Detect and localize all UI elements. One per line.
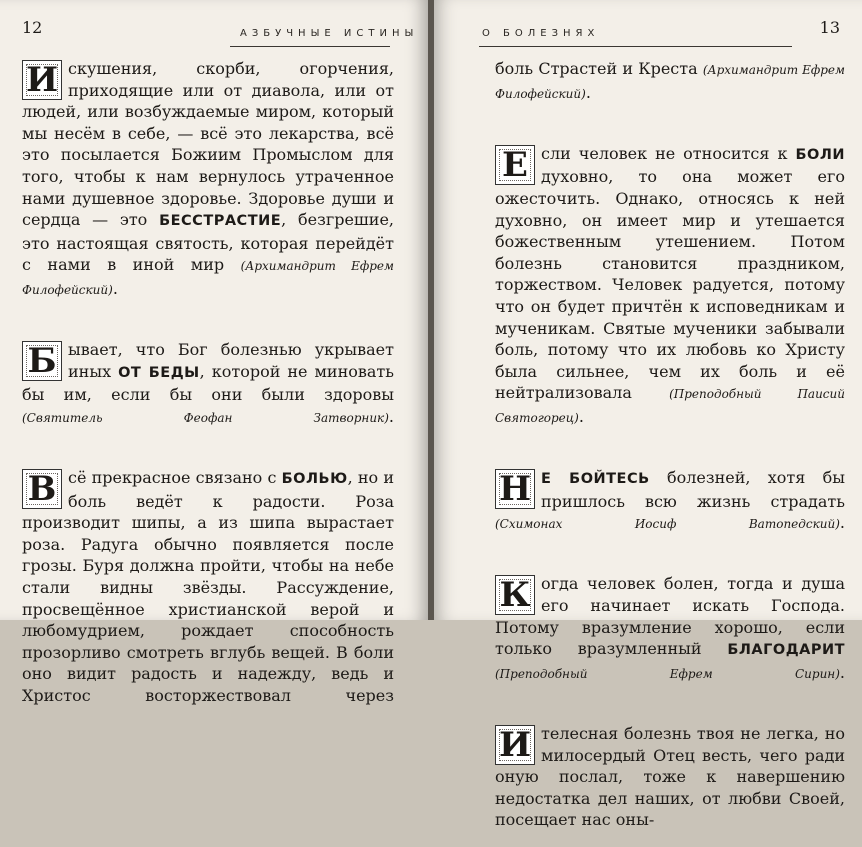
drop-cap: И: [495, 725, 535, 765]
paragraph: [495, 723, 845, 831]
paragraph-text: , которой не миновать бы им, если бы они были здоровы: [22, 361, 394, 405]
paragraph-end: .: [839, 513, 845, 533]
paragraph-text: , но и боль ведёт к радости. Роза производит шипы, а из шипа вырастает роза. Радуга обычно появляется после грозы. Буря должна пройти, чтобы на небе стали видны звёзды. Рассуждение, просвещённое христианской верой и любомудрием, рождает способность прозорливо смотреть вглубь вещей. В боли оно видит радость и надежду, ведь и Христос восторжествовал через: [22, 468, 395, 706]
page-number: 12: [22, 18, 43, 37]
right-page-body: [495, 58, 845, 847]
paragraph: [495, 467, 845, 557]
header-rule: [230, 46, 390, 47]
source-citation: (Святитель Феофан Затворник): [22, 410, 389, 425]
drop-cap: Н: [495, 469, 535, 509]
source-citation: (Архимандрит Ефрем Филофейский): [22, 259, 394, 297]
paragraph-end: .: [585, 82, 591, 102]
paragraph: [22, 467, 394, 728]
emphasis-text: БОЛЬЮ: [281, 471, 348, 488]
paragraph: [495, 573, 845, 707]
paragraph-text: ывает, что Бог болезнью укрывает иных: [68, 340, 394, 381]
paragraph-text: сли человек не относится к: [541, 143, 796, 163]
source-citation: (Преподобный Ефрем Сирин): [495, 666, 840, 681]
paragraph-text: скушения, скорби, огорчения, приходящие или от диавола, или от людей, или возбуждаемые миром, который мы несём в себе, — всё это лекарства, всё это посылается Божиим Промыслом для того, чтобы к нам вернулось утраченное нами душевное здоровье. Здоровье души и сердца — это: [22, 59, 394, 230]
source-citation: (Архимандрит Ефрем Филофейский): [495, 63, 845, 101]
running-head: АЗБУЧНЫЕ ИСТИНЫ: [240, 28, 419, 39]
source-citation: (Преподобный Паисий Святогорец): [495, 387, 845, 425]
emphasis-text: ОТ БЕДЫ: [118, 364, 200, 381]
paragraph-end: .: [578, 406, 584, 426]
drop-cap: Е: [495, 145, 535, 185]
left-page: [0, 0, 428, 706]
paragraph-text: телесная болезнь твоя не легка, но милосердый Отец весть, чего ради оную послал, тоже к навершению недостатка дел наших, от любви Своей, посещает нас оны-: [495, 724, 845, 830]
paragraph-text: , безгрешие, это настоящая святость, которая перейдёт с нами в иной мир: [22, 210, 394, 275]
paragraph-text: сё прекрасное связано с: [68, 468, 282, 488]
paragraph: [22, 339, 394, 451]
page-number: 13: [819, 18, 840, 37]
paragraph-text: духовно, то она может его ожесточить. Однако, относясь к ней духовно, он имеет мир и утешается божественным утешением. Потом болезнь становится праздником, торжеством. Человек радуется, потому что он будет причтён к исповедникам и мученикам. Святые мученики забывали боль, потому что их любовь ко Христу была сильнее, чем их боль и её нейтрализовала: [495, 167, 845, 403]
paragraph: [22, 58, 394, 323]
source-citation: (Схимонах Иосиф Ватопедский): [495, 517, 840, 532]
left-page-body: [22, 58, 394, 744]
right-page: [434, 0, 862, 830]
left-page-header: [0, 14, 428, 54]
drop-cap: К: [495, 575, 535, 615]
paragraph-end: .: [388, 406, 394, 426]
paragraph-end: .: [839, 662, 845, 682]
emphasis-text: Е БОЙТЕСЬ: [541, 471, 650, 488]
drop-cap: Б: [22, 341, 62, 381]
emphasis-text: БЛАГОДАРИТ: [727, 642, 845, 659]
drop-cap: И: [22, 60, 62, 100]
paragraph-text: болезней, хотя бы пришлось всю жизнь страдать: [541, 468, 845, 511]
header-rule: [479, 46, 792, 47]
paragraph-end: .: [112, 278, 118, 298]
paragraph-text: огда человек болен, тогда и душа его начинает искать Господа. Потому вразумление хорошо, если только вразумленный: [495, 574, 845, 659]
emphasis-text: БЕССТРАСТИЕ: [159, 213, 282, 230]
emphasis-text: БОЛИ: [795, 146, 845, 163]
paragraph: [495, 143, 845, 451]
drop-cap: В: [22, 469, 62, 509]
right-page-header: [434, 14, 862, 54]
running-head: О БОЛЕЗНЯХ: [482, 28, 600, 39]
paragraph-text: боль Страстей и Креста: [495, 59, 703, 78]
paragraph: [495, 58, 845, 127]
